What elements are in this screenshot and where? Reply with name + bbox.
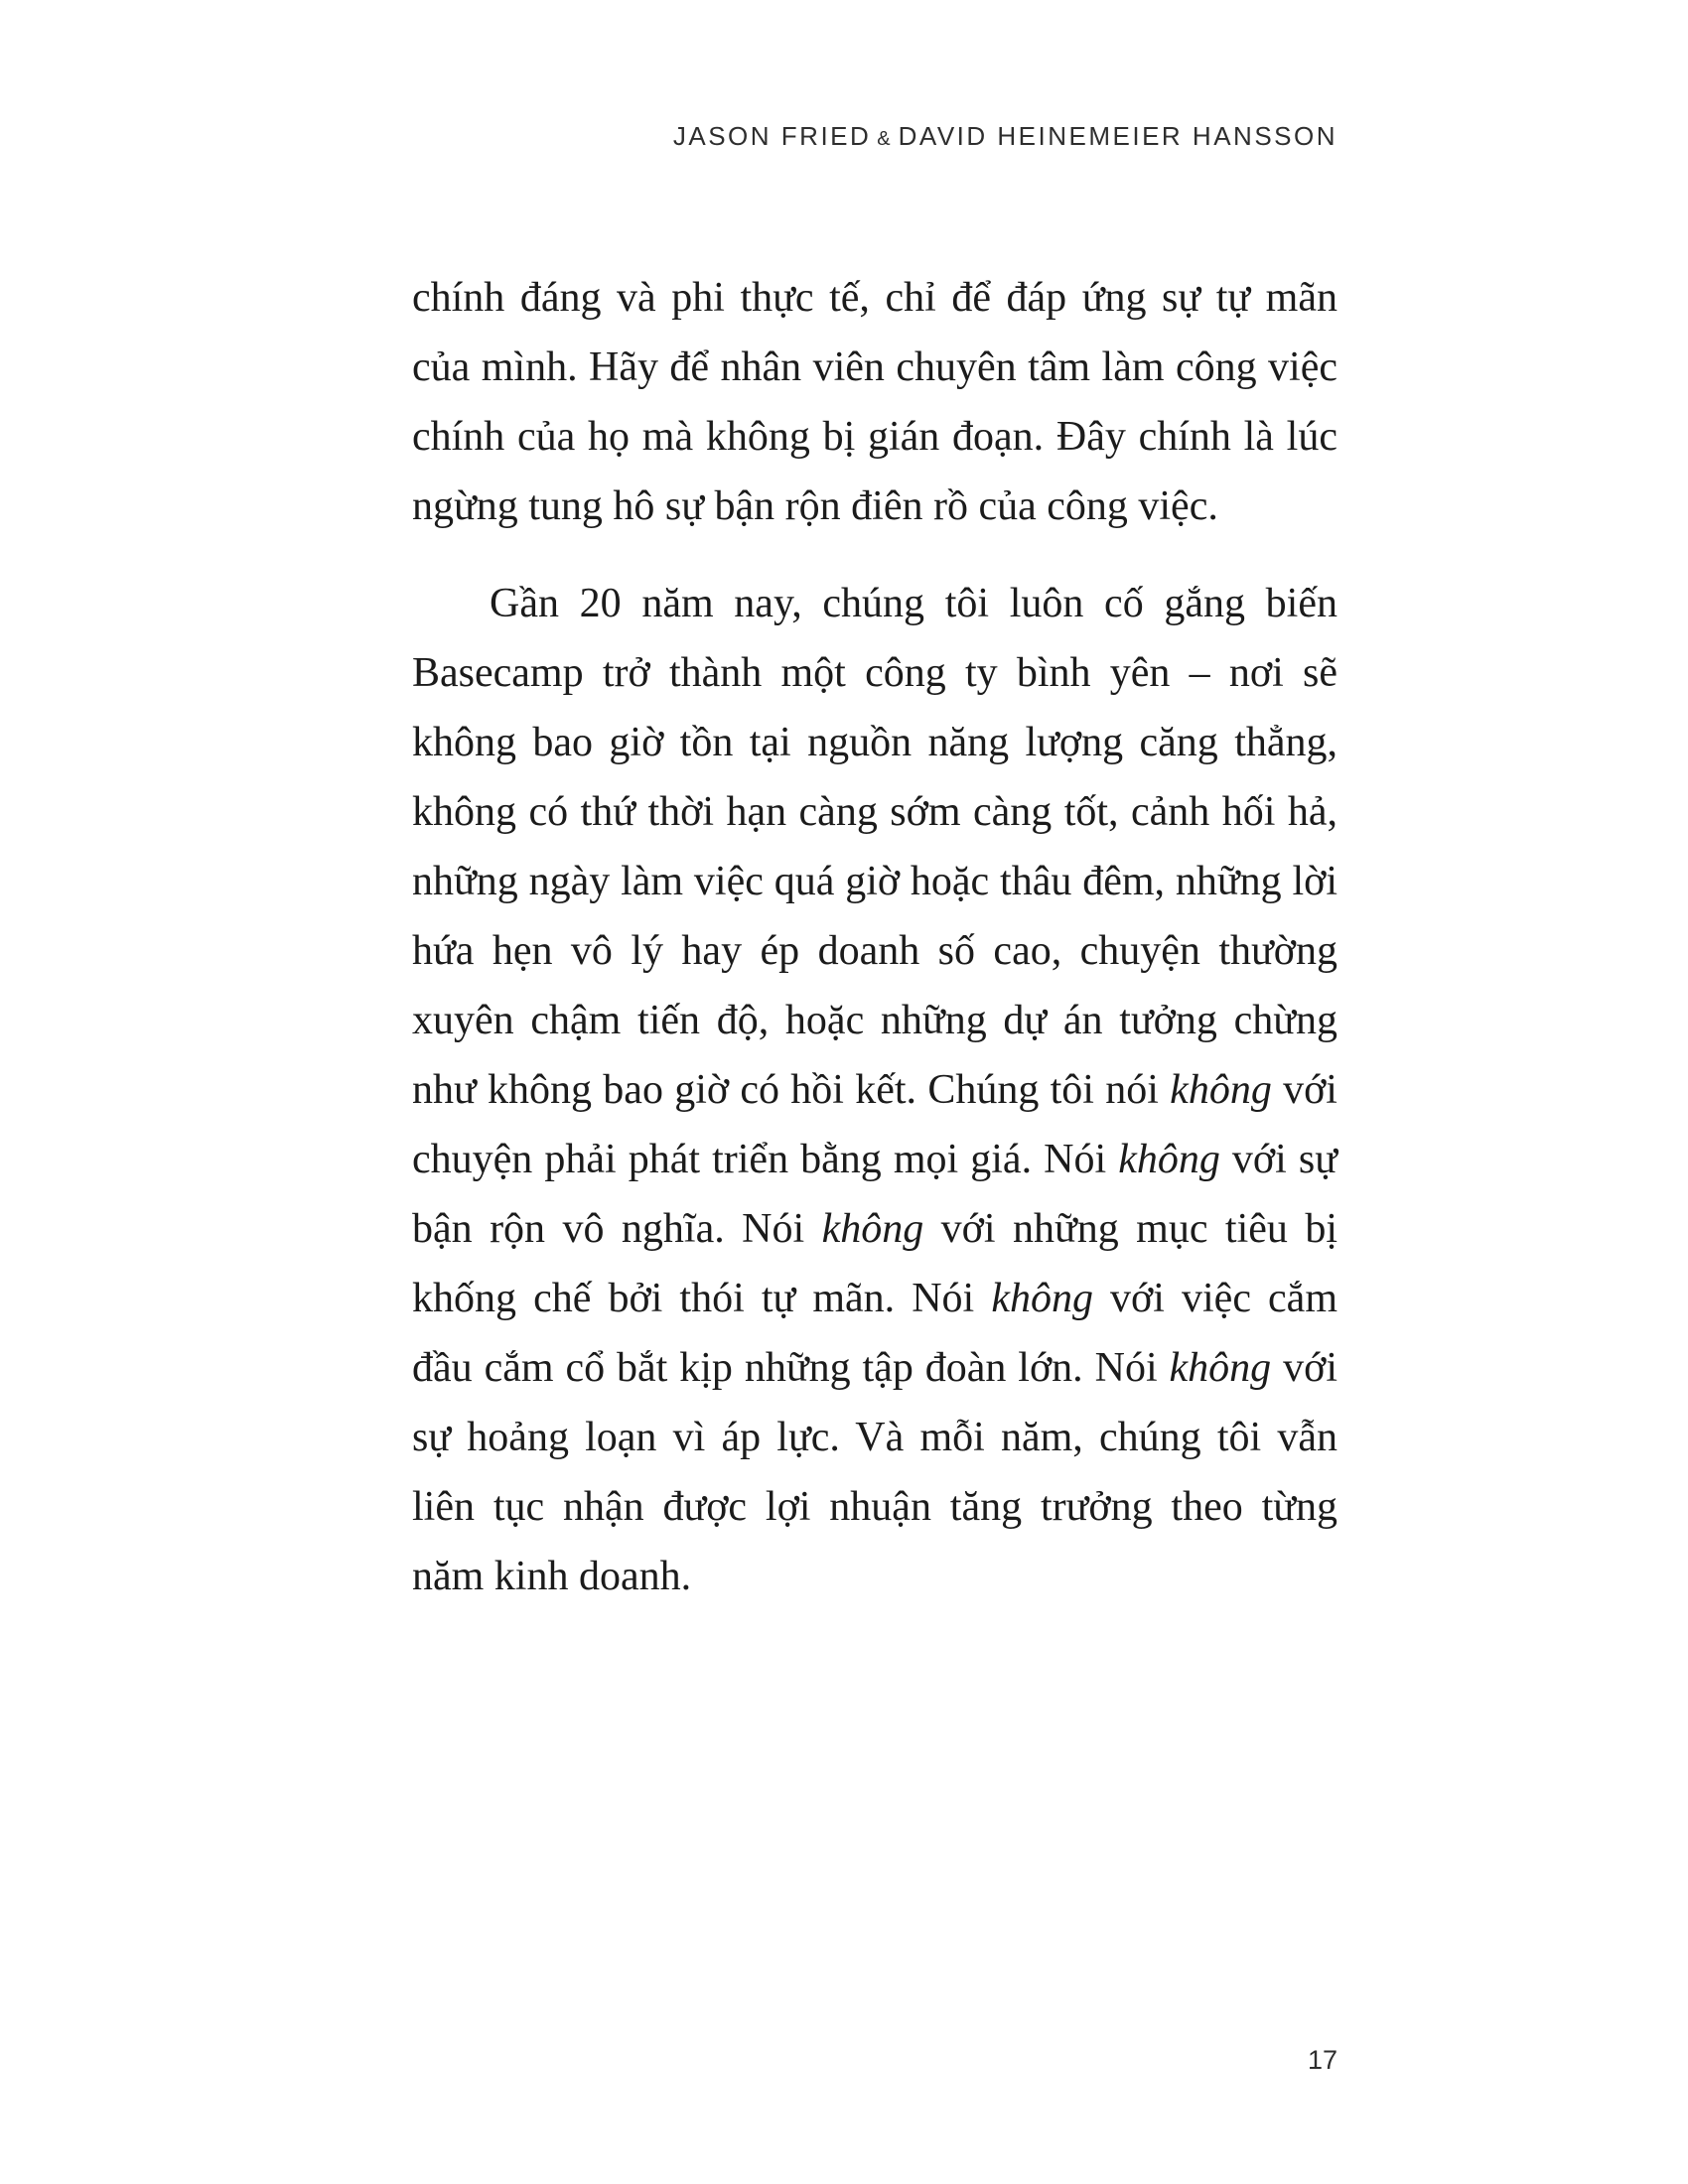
body-text (412, 263, 1337, 1611)
paragraph (412, 263, 1337, 541)
text-run: với sự hoảng loạn vì áp lực. Và mỗi năm, chúng tôi vẫn liên tục nhận được lợi nhuận tăng trưởng theo từng năm kinh doanh. (412, 1345, 1337, 1599)
text-run: với sự bận rộn vô nghĩa. Nói (412, 1137, 1337, 1252)
italic-text-run: không (1170, 1067, 1272, 1113)
text-run: với việc cắm đầu cắm cổ bắt kịp những tập đoàn lớn. Nói (412, 1276, 1337, 1391)
header-ampersand: & (877, 128, 893, 150)
header-author-left: JASON FRIED (672, 121, 872, 151)
header-author-right: DAVID HEINEMEIER HANSSON (898, 121, 1337, 151)
text-run: với chuyện phải phát triển bằng mọi giá. Nói (412, 1067, 1337, 1182)
italic-text-run: không (1118, 1137, 1220, 1182)
paragraph (412, 569, 1337, 1611)
text-run: Gần 20 năm nay, chúng tôi luôn cố gắng biến Basecamp trở thành một công ty bình yên – nơi sẽ không bao giờ tồn tại nguồn năng lượng căng thẳng, không có thứ thời hạn càng sớm càng tốt, cảnh hối hả, những ngày làm việc quá giờ hoặc thâu đêm, những lời hứa hẹn vô lý hay ép doanh số cao, chuyện thường xuyên chậm tiến độ, hoặc những dự án tưởng chừng như không bao giờ có hồi kết. Chúng tôi nói (412, 581, 1337, 1113)
text-column (412, 0, 1337, 1639)
running-header (412, 0, 1337, 152)
italic-text-run: không (991, 1276, 1093, 1321)
page-number: 17 (1307, 2045, 1337, 2075)
text-run: chính đáng và phi thực tế, chỉ để đáp ứng sự tự mãn của mình. Hãy để nhân viên chuyên tâm làm công việc chính của họ mà không bị gián đoạn. Đây chính là lúc ngừng tung hô sự bận rộn điên rồ của công việc. (412, 275, 1337, 529)
italic-text-run: không (1169, 1345, 1272, 1391)
italic-text-run: không (821, 1206, 924, 1252)
text-run: với những mục tiêu bị khống chế bởi thói tự mãn. Nói (412, 1206, 1337, 1321)
